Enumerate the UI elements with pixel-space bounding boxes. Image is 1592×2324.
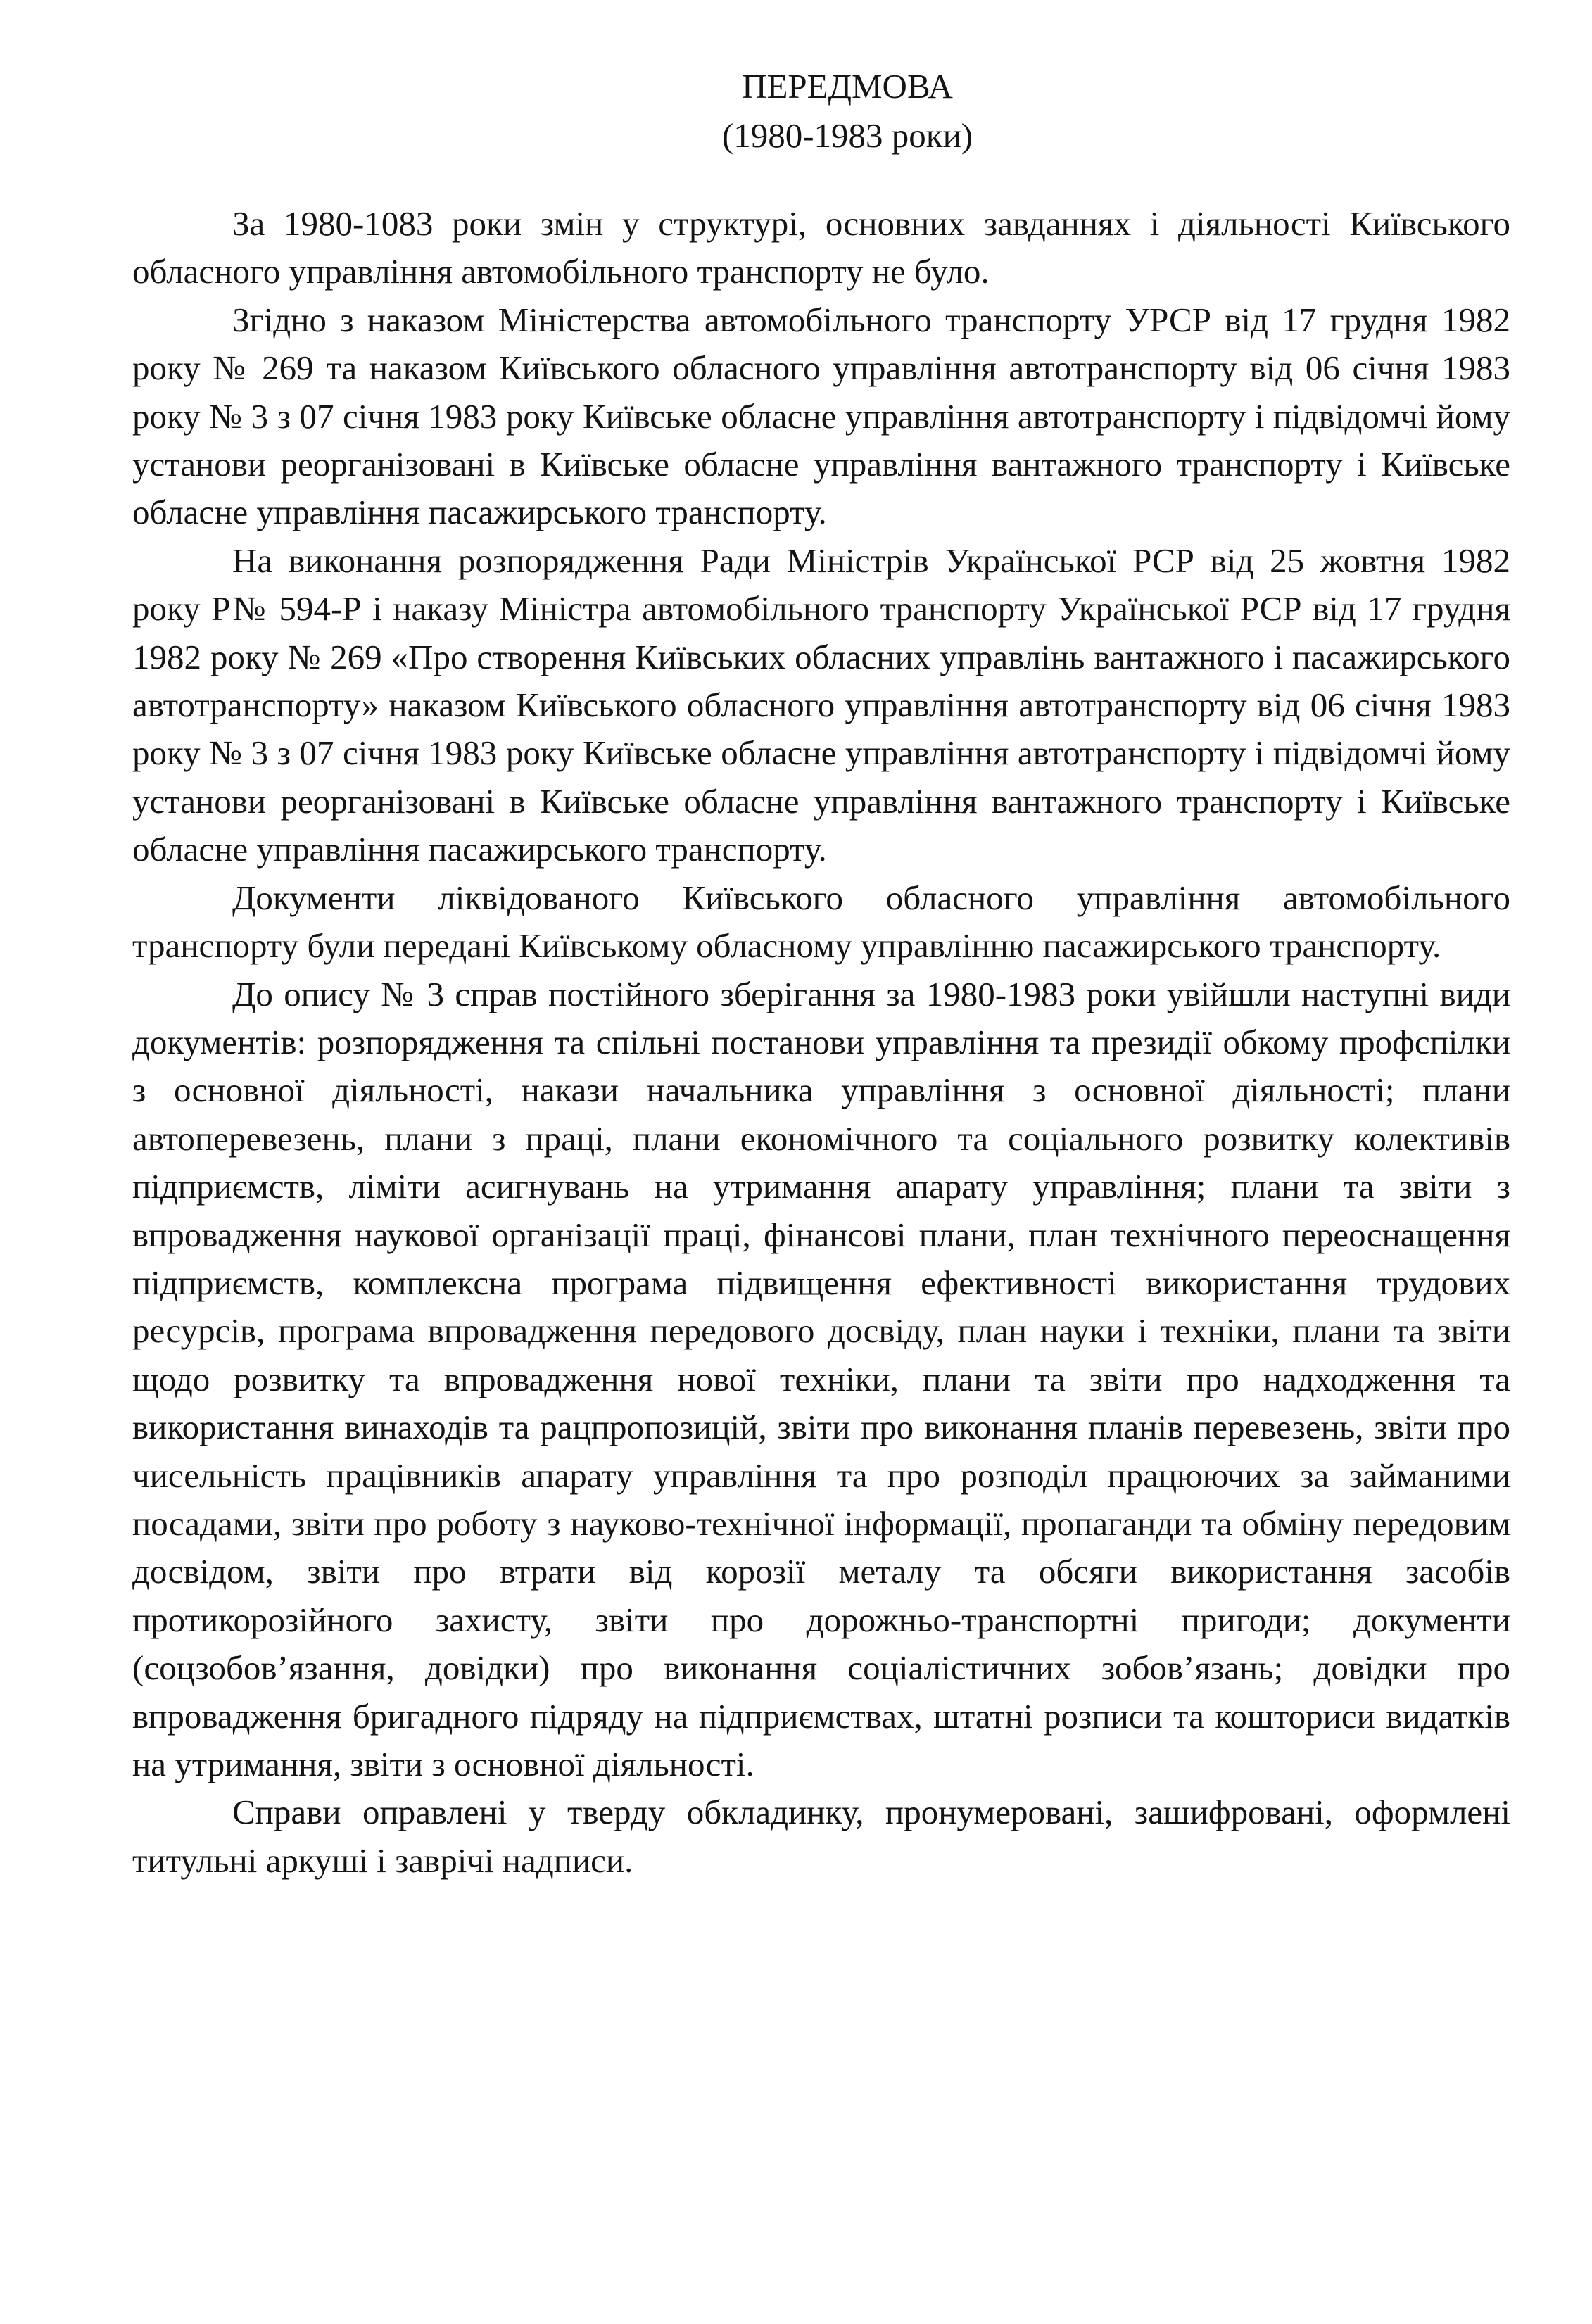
document-subtitle: (1980-1983 роки) bbox=[721, 116, 973, 155]
document-body bbox=[132, 62, 1510, 1885]
paragraph-documents-transfer: Документи ліквідованого Київського обласного управління автомобільного транспорту були передані Київському обласному управлінню пасажирського транспорту. bbox=[132, 878, 1510, 966]
paragraph-inventory-contents: До опису № 3 справ постійного зберігання за 1980-1983 роки увійшли наступні види документів: розпорядження та спільні постанови управління та президії обкому профспілки з основної діяльності, накази начальника управління з основної діяльності; плани автоперевезень, плани з праці, плани економічного та соціального розвитку колективів підприємств, ліміти асигнувань на утримання апарату управління; плани та звіти з впровадження наукової організації праці, фінансові плани, план технічного переоснащення підприємств, комплексна програма підвищення ефективності використання трудових ресурсів, програма впровадження передового досвіду, план науки і техніки, плани та звіти щодо розвитку та впровадження нової техніки, плани та звіти про надходження та використання винаходів та рацпропозицій, звіти про виконання планів перевезень, звіти про чисельність працівників апарату управління та про розподіл працюючих за займаними посадами, звіти про роботу з науково-технічної інформації, пропаганди та обміну передовим досвідом, звіти про втрати від корозії металу та обсяги використання засобів протикорозійного захисту, звіти про дорожньо-транспортні пригоди; документи (соцзобов’язання, довідки) про виконання соціалістичних зобов’язань; довідки про впровадження бригадного підряду на підприємствах, штатні розписи та кошториси видатків на утримання, звіти з основної діяльності. bbox=[132, 974, 1510, 1783]
paragraph-structure: За 1980-1083 роки змін у структурі, основних завданнях і діяльності Київського обласного управління автомобільного транспорту не було. bbox=[132, 204, 1510, 291]
paragraph-binding: Справи оправлені у тверду обкладинку, пронумеровані, зашифровані, оформлені титульні аркуші і заврічі надписи. bbox=[132, 1793, 1510, 1880]
title-block bbox=[132, 62, 1510, 160]
paragraph-council-decree: На виконання розпорядження Ради Міністрів Української РСР від 25 жовтня 1982 року Р№ 594-Р і наказу Міністра автомобільного транспорту Української РСР від 17 грудня 1982 року № 269 «Про створення Київських обласних управлінь вантажного і пасажирського автотранспорту» наказом Київського обласного управління автотранспорту від 06 січня 1983 року № 3 з 07 січня 1983 року Київське обласне управління автотранспорту і підвідомчі йому установи реорганізовані в Київське обласне управління вантажного транспорту і Київське обласне управління пасажирського транспорту. bbox=[132, 541, 1510, 869]
paragraph-reorganization-order: Згідно з наказом Міністерства автомобільного транспорту УРСР від 17 грудня 1982 року № 269 та наказом Київського обласного управління автотранспорту від 06 січня 1983 року № 3 з 07 січня 1983 року Київське обласне управління автотранспорту і підвідомчі йому установи реорганізовані в Київське обласне управління вантажного транспорту і Київське обласне управління пасажирського транспорту. bbox=[132, 300, 1510, 532]
document-title: ПЕРЕДМОВА bbox=[742, 67, 953, 106]
